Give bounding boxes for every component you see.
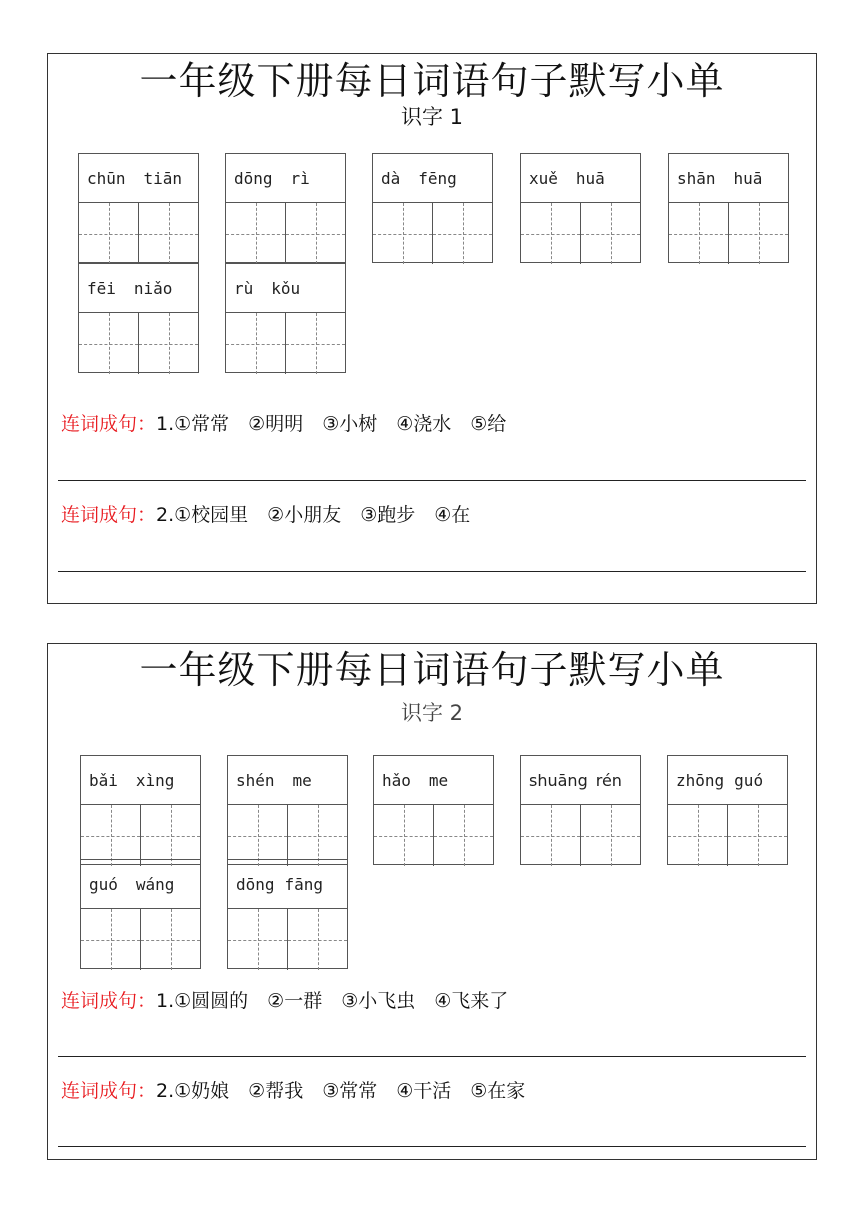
word-box <box>373 755 494 865</box>
pinyin-row <box>521 756 640 805</box>
exercise-label: 连词成句： <box>61 413 157 435</box>
worksheet-title: 一年级下册每日词语句子默写小单 <box>139 59 725 103</box>
writing-cell[interactable] <box>728 203 788 264</box>
exercise-label: 连词成句： <box>61 504 157 526</box>
tianzige-grid <box>373 203 492 264</box>
writing-cell[interactable] <box>580 203 640 264</box>
worksheet-1 <box>47 53 817 604</box>
writing-cell[interactable] <box>374 805 433 866</box>
sentence-exercise <box>61 503 470 527</box>
writing-cell[interactable] <box>79 203 138 264</box>
answer-line[interactable] <box>58 480 806 481</box>
pinyin-syllable: rì <box>290 168 310 188</box>
answer-line[interactable] <box>58 571 806 572</box>
tianzige-grid <box>374 805 493 866</box>
pinyin-syllable: fēi <box>87 278 116 298</box>
pinyin-syllable: dà <box>381 168 401 188</box>
pinyin-syllable: wáng <box>135 874 175 894</box>
pinyin-syllable: bǎi <box>89 770 118 790</box>
sentence-exercise <box>61 989 508 1013</box>
pinyin-syllable: dōng <box>234 168 273 188</box>
tianzige-grid <box>79 313 198 374</box>
word-box <box>372 153 493 263</box>
pinyin-syllable: hǎo <box>382 770 411 790</box>
word-box <box>520 755 641 865</box>
writing-cell[interactable] <box>285 203 345 264</box>
lesson-subtitle: 识字 1 <box>400 105 464 129</box>
answer-line[interactable] <box>58 1056 806 1057</box>
writing-cell[interactable] <box>138 313 198 374</box>
pinyin-syllable: fēng <box>418 168 457 188</box>
tianzige-grid <box>226 313 345 374</box>
word-box <box>520 153 641 263</box>
word-box <box>225 153 346 263</box>
word-box <box>78 263 199 373</box>
tianzige-grid <box>521 805 640 866</box>
pinyin-row <box>81 860 200 909</box>
writing-cell[interactable] <box>140 805 200 866</box>
writing-cell[interactable] <box>79 313 138 374</box>
writing-cell[interactable] <box>521 805 580 866</box>
pinyin-syllable: chūn <box>87 168 126 188</box>
writing-cell[interactable] <box>433 805 493 866</box>
tianzige-grid <box>81 805 200 866</box>
pinyin-syllable: shān <box>677 168 716 188</box>
pinyin-syllable: huā <box>575 168 605 188</box>
pinyin-row <box>373 154 492 203</box>
tianzige-grid <box>521 203 640 264</box>
pinyin-syllable: shén <box>236 770 275 790</box>
writing-cell[interactable] <box>580 805 640 866</box>
pinyin-syllable: xìng <box>135 770 175 790</box>
word-box <box>227 755 348 865</box>
exercise-words: 2.①奶娘 ②帮我 ③常常 ④干活 ⑤在家 <box>156 1080 526 1102</box>
pinyin-row <box>79 154 198 203</box>
pinyin-syllable: rù <box>234 278 254 298</box>
tianzige-grid <box>228 805 347 866</box>
worksheet-2 <box>47 643 817 1160</box>
pinyin-syllable: niǎo <box>133 278 173 298</box>
exercise-words: 1.①常常 ②明明 ③小树 ④浇水 ⑤给 <box>156 413 507 435</box>
exercise-words: 2.①校园里 ②小朋友 ③跑步 ④在 <box>156 504 471 526</box>
worksheet-title: 一年级下册每日词语句子默写小单 <box>139 648 725 692</box>
word-box <box>227 859 348 969</box>
writing-cell[interactable] <box>138 203 198 264</box>
pinyin-row <box>228 756 347 805</box>
pinyin-row <box>228 860 347 909</box>
writing-cell[interactable] <box>226 313 285 374</box>
pinyin-row <box>374 756 493 805</box>
writing-cell[interactable] <box>669 203 728 264</box>
tianzige-grid <box>228 909 347 970</box>
tianzige-grid <box>668 805 787 866</box>
sentence-exercise <box>61 1079 525 1103</box>
writing-cell[interactable] <box>373 203 432 264</box>
writing-cell[interactable] <box>668 805 727 866</box>
pinyin-row <box>81 756 200 805</box>
sentence-exercise <box>61 412 506 436</box>
tianzige-grid <box>79 203 198 264</box>
pinyin-row <box>226 264 345 313</box>
writing-cell[interactable] <box>81 805 140 866</box>
pinyin-syllable: kǒu <box>271 278 301 298</box>
pinyin-syllable: zhōng <box>676 770 725 790</box>
word-box <box>80 859 201 969</box>
pinyin-syllable: dōng <box>236 874 275 894</box>
word-box <box>78 153 199 263</box>
tianzige-grid <box>669 203 788 264</box>
pinyin-syllable: me <box>428 770 449 790</box>
tianzige-grid <box>226 203 345 264</box>
writing-cell[interactable] <box>81 909 140 970</box>
writing-cell[interactable] <box>285 313 345 374</box>
pinyin-syllable: me <box>292 770 312 790</box>
pinyin-syllable: rén <box>595 770 622 790</box>
pinyin-row <box>669 154 788 203</box>
exercise-label: 连词成句： <box>61 990 157 1012</box>
writing-cell[interactable] <box>140 909 200 970</box>
exercise-label: 连词成句： <box>61 1080 157 1102</box>
pinyin-syllable: fāng <box>284 874 324 894</box>
pinyin-row <box>226 154 345 203</box>
pinyin-syllable: xuě <box>529 168 558 188</box>
pinyin-syllable: huā <box>733 168 763 188</box>
lesson-subtitle: 识字 2 <box>400 701 464 725</box>
pinyin-syllable: tiān <box>143 168 183 188</box>
pinyin-row <box>668 756 787 805</box>
answer-line[interactable] <box>58 1146 806 1147</box>
writing-cell[interactable] <box>287 805 347 866</box>
pinyin-syllable: guó <box>734 770 764 790</box>
writing-cell[interactable] <box>727 805 787 866</box>
tianzige-grid <box>81 909 200 970</box>
writing-cell[interactable] <box>521 203 580 264</box>
word-box <box>225 263 346 373</box>
exercise-words: 1.①圆圆的 ②一群 ③小飞虫 ④飞来了 <box>156 990 509 1012</box>
word-box <box>80 755 201 865</box>
word-box <box>668 153 789 263</box>
writing-cell[interactable] <box>228 805 287 866</box>
pinyin-row <box>521 154 640 203</box>
writing-cell[interactable] <box>228 909 287 970</box>
pinyin-syllable: guó <box>89 874 118 894</box>
pinyin-row <box>79 264 198 313</box>
pinyin-syllable: shuāng <box>529 770 588 790</box>
writing-cell[interactable] <box>226 203 285 264</box>
writing-cell[interactable] <box>287 909 347 970</box>
word-box <box>667 755 788 865</box>
writing-cell[interactable] <box>432 203 492 264</box>
